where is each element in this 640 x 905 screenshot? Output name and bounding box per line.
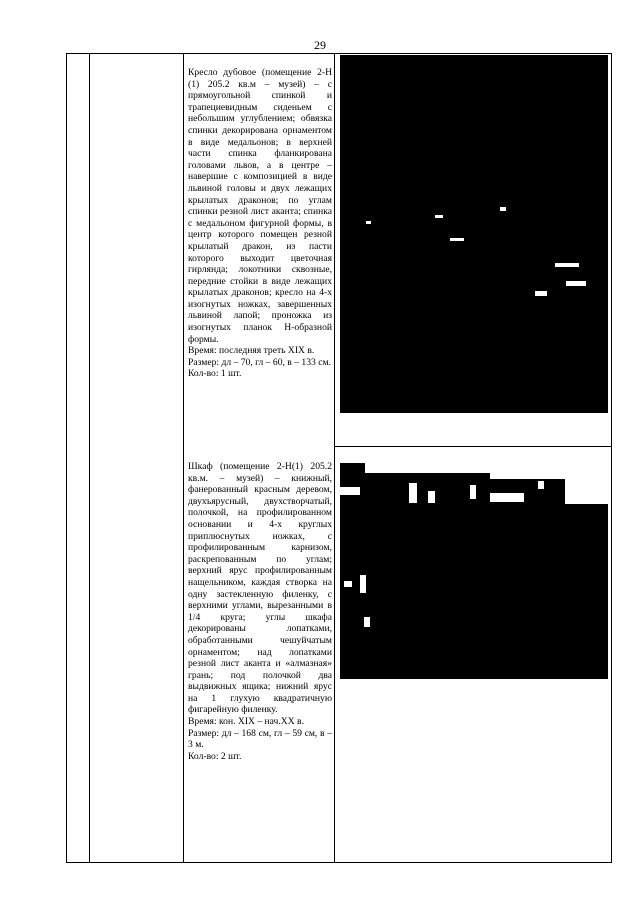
- table-border-left: [66, 53, 67, 863]
- armchair-photo: [340, 55, 608, 413]
- armchair-quantity: Кол-во: 1 шт.: [188, 368, 242, 380]
- armchair-size: Размер: дл – 70, гл – 60, в – 133 см.: [188, 356, 331, 368]
- column-divider-2: [183, 53, 184, 863]
- column-divider-3: [334, 53, 335, 863]
- cabinet-size: Размер: дл – 168 см, гл – 59 см, в – 3 м.: [188, 727, 332, 751]
- armchair-time: Время: последняя треть XIX в.: [188, 345, 315, 357]
- table-border-bottom: [66, 862, 612, 863]
- table-border-top: [66, 53, 612, 54]
- column-divider-1: [89, 53, 90, 863]
- cabinet-description: Шкаф (помещение 2-Н(1) 205.2 кв.м. – музей) – книжный, фанерованный красным деревом, двухъярусный, двухстворчатый, полочкой, на профилированном основании и 4-х круглых приплюснутых ножках, с профилированным карнизом, раскрепованным по углам; верхний ярус профилированным нащельником, каждая створка на одну застекленную филенку, с верхними углами, вырезанными в 1/4 круга; углы шкафа декорированы лопатками, обработанными чешуйчатым орнаментом; над лопатками резной лист аканта и «алмазная» грань; под полочкой два выдвижных ящика; нижний ярус на 1 глухую квадратичную фигарейную филенку.: [188, 461, 332, 716]
- page-number: 29: [314, 38, 326, 52]
- table-border-right: [611, 53, 612, 863]
- photo-cell-divider: [334, 446, 612, 447]
- item-description-cabinet: [188, 461, 332, 762]
- inventory-table: [66, 53, 612, 863]
- cabinet-photo: [340, 457, 608, 679]
- armchair-description: Кресло дубовое (помещение 2-Н (1) 205.2 кв.м – музей) – с прямоугольной спинкой и трапециевидным сиденьем с небольшим углублением; обвязка спинки декорирована орнаментом в виде медальонов; в верхней части спинка фланкирована головами львов, а в центре – навершие с композицией в виде львиной головы и двух лежащих крылатых драконов; по углам спинки резной лист аканта; спинка с медальоном фигурной формы, в центр которого помещен резной крылатый дракон, из пасти которого выходит цветочная гирлянда; локотники сквозные, передние стойки в виде лежащих крылатых драконов; кресло на 4-х изогнутых ножках, завершенных львиной лапой; проножка из изогнутых планок Н-образной формы.: [188, 67, 332, 345]
- item-description-armchair: [188, 67, 332, 380]
- cabinet-quantity: Кол-во: 2 шт.: [188, 750, 242, 762]
- cabinet-time: Время: кон. XIX – нач.XX в.: [188, 716, 304, 728]
